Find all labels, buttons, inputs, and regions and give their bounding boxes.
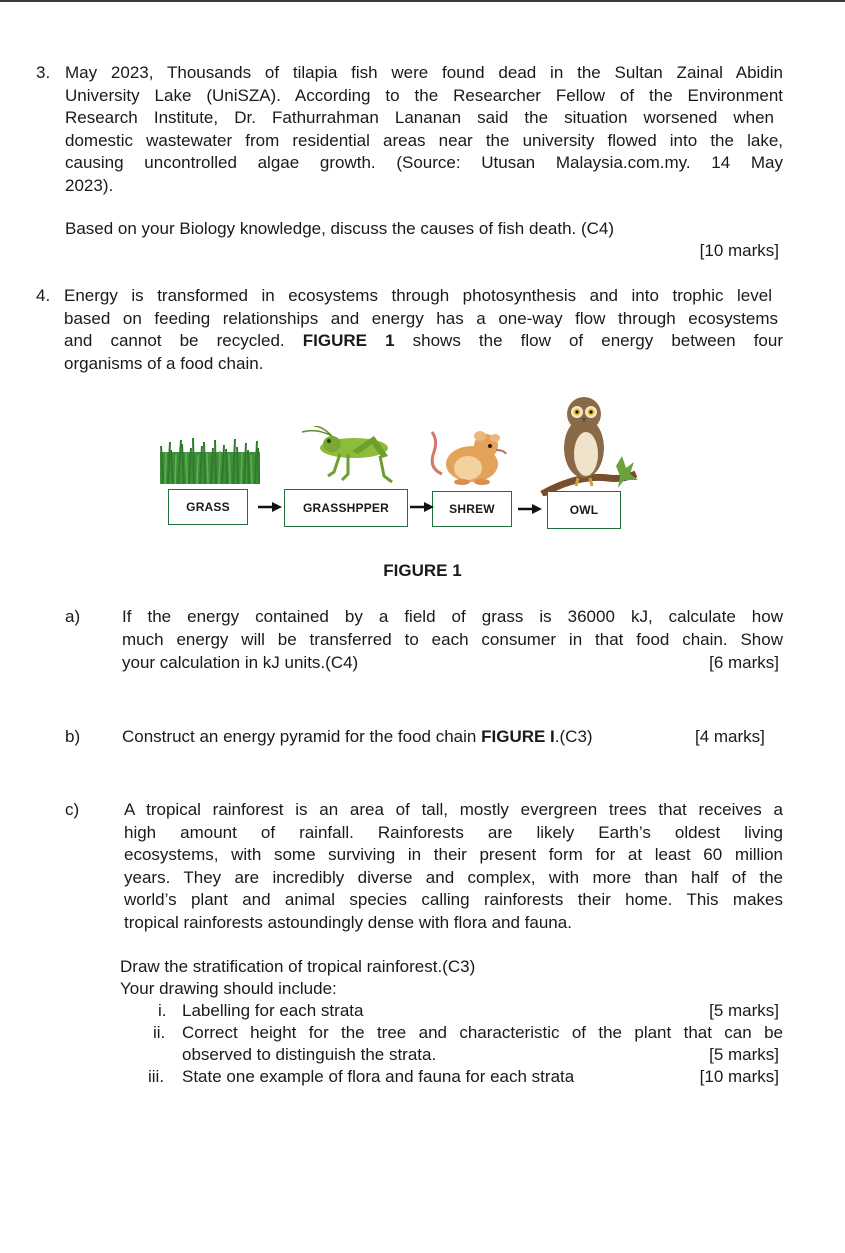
q4a-line-3: your calculation in kJ units.(C4)	[122, 653, 359, 672]
list-item-num: iii.	[148, 1067, 165, 1086]
arrow-right-icon	[257, 500, 283, 514]
q4c-line-3: ecosystems, with some surviving in their present form for at least 60 million	[124, 845, 783, 864]
grass-image	[160, 428, 260, 484]
q4c-line-2: high amount of rainfall. Rainforests are likely Earth’s oldest living	[124, 822, 783, 842]
q4-figure-ref: FIGURE 1	[302, 331, 395, 350]
part-label: a)	[65, 607, 81, 626]
q4c-instruction-1: Draw the stratification of tropical rainforest.(C3)	[120, 957, 476, 976]
q4a-line-2: much energy will be transferred to each consumer in that food chain. Show	[122, 630, 783, 649]
food-chain-box-owl: OWL	[547, 491, 621, 529]
arrow-right-icon	[409, 500, 435, 514]
q4-line-4: organisms of a food chain.	[64, 353, 264, 373]
list-item-marks: [5 marks]	[709, 1001, 779, 1020]
q3-marks: [10 marks]	[699, 241, 779, 260]
q4a-marks: [6 marks]	[709, 653, 779, 672]
list-item-num: ii.	[153, 1023, 166, 1042]
q3-line-3: Research Institute, Dr. Fathurrahman Lananan said the situation worsened when	[65, 108, 774, 127]
q4c-line-5: world’s plant and animal species calling rainforests their home. This makes	[124, 890, 783, 909]
q4a-line-1: If the energy contained by a field of grass is 36000 kJ, calculate how	[122, 607, 783, 626]
grasshopper-image	[292, 426, 396, 484]
list-item-marks: [10 marks]	[699, 1067, 779, 1086]
top-border-line	[0, 0, 845, 2]
shrew-image	[428, 428, 508, 486]
list-item-text: State one example of flora and fauna for each strata	[182, 1067, 575, 1086]
question-number: 4.	[36, 286, 51, 305]
q3-line-5: causing uncontrolled algae growth. (Source: Utusan Malaysia.com.my. 14 May	[65, 153, 783, 172]
list-item-num: i.	[158, 1001, 167, 1020]
arrow-right-icon	[517, 502, 543, 516]
list-item-text-cont: observed to distinguish the strata.	[182, 1045, 437, 1064]
q3-line-1: May 2023, Thousands of tilapia fish were found dead in the Sultan Zainal Abidin	[65, 63, 783, 82]
q4-line-2: based on feeding relationships and energy has a one-way flow through ecosystems	[64, 308, 778, 328]
owl-image	[538, 396, 638, 496]
q4b-marks: [4 marks]	[695, 727, 765, 746]
q4c-line-4: years. They are incredibly diverse and complex, with more than half of the	[124, 867, 783, 887]
q3-line-6: 2023).	[65, 175, 114, 195]
q3-line-4: domestic wastewater from residential areas near the university flowed into the lake,	[65, 130, 783, 150]
q4b-figure-ref: FIGURE I	[481, 727, 555, 746]
q4c-line-6: tropical rainforests astoundingly dense with flora and fauna.	[124, 912, 572, 932]
q4b-text-pre: Construct an energy pyramid for the food chain	[122, 727, 477, 746]
question-number: 3.	[36, 63, 51, 82]
part-label: c)	[65, 800, 80, 819]
food-chain-box-grasshopper: GRASSHPPER	[284, 489, 408, 527]
list-item-marks: [5 marks]	[709, 1045, 779, 1064]
part-label: b)	[65, 727, 81, 746]
food-chain-box-grass: GRASS	[168, 489, 248, 525]
list-item-text: Correct height for the tree and characteristic of the plant that can be	[182, 1023, 783, 1042]
q4c-line-1: A tropical rainforest is an area of tall, mostly evergreen trees that receives a	[124, 800, 783, 819]
q4-line-3-pre: and cannot be recycled.	[64, 331, 285, 350]
q4c-instruction-2: Your drawing should include:	[120, 979, 337, 998]
q4-line-1: Energy is transformed in ecosystems through photosynthesis and into trophic level	[64, 286, 772, 305]
q3-task: Based on your Biology knowledge, discuss the causes of fish death. (C4)	[65, 219, 615, 238]
q4-line-3-post: shows the flow of energy between four	[412, 331, 783, 350]
q3-line-2: University Lake (UniSZA). According to the Researcher Fellow of the Environment	[65, 85, 783, 105]
figure-caption: FIGURE 1	[383, 561, 462, 580]
food-chain-box-shrew: SHREW	[432, 491, 512, 527]
list-item-text: Labelling for each strata	[182, 1001, 364, 1020]
q4b-text-post: .(C3)	[554, 727, 593, 746]
q4b-text	[122, 726, 593, 749]
q4-line-3	[64, 330, 783, 353]
